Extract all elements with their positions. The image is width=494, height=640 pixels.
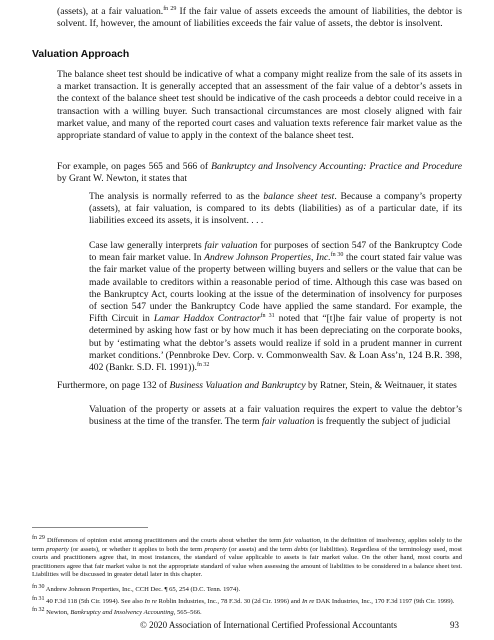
footnote-mark-31: fn 31: [32, 595, 45, 602]
fn32-text-2: , 565–566.: [173, 609, 202, 616]
case-name-lamar-haddox: Lamar Haddox Contractor: [153, 313, 261, 325]
footnote-32: [32, 606, 462, 618]
case-name-andrew-johnson: Andrew Johnson Properties, Inc.: [204, 252, 331, 264]
quote3-text-end: is frequently the subject of judicial: [314, 416, 451, 428]
fn29-term-2: property: [46, 545, 69, 553]
intro-text-end: If the fair value of assets exceeds the amount of liabilities, the debtor is solvent. If, however, the amount of liabilities exceeds the fair value of assets, the debtor is insolvent.: [57, 6, 463, 30]
block-quote-valuation: [89, 404, 462, 428]
quote3-text-start: Valuation of the property or assets at a fair valuation requires the expert to value the debtor’s business at the time of the transfer. The term: [89, 404, 462, 428]
fn29-term-4: debts: [294, 545, 309, 553]
intro-paragraph: [57, 6, 462, 30]
footnote-ref-29[interactable]: fn 29: [163, 5, 177, 12]
fn31-term-2: In re: [301, 598, 315, 605]
copyright-footer: © 2020 Association of International Certified Professional Accountants: [140, 620, 398, 630]
fn31-text-1: 40 F.3d 118 (5th Cir. 1994). See also: [44, 598, 145, 605]
fn29-text-3: (or assets), or whether it applies to both the term: [68, 545, 205, 553]
intro-text-start: (assets), at a fair valuation.: [57, 6, 164, 17]
fn29-term-1: fair valuation: [283, 537, 320, 544]
fn32-term-1: Bankruptcy and Insolvency Accounting: [70, 609, 174, 616]
book-title: Bankruptcy and Insolvency Accounting: Practice and Procedure: [211, 161, 462, 172]
para2-text-start: For example, on pages 565 and 566 of: [57, 161, 212, 172]
fn31-term-1: In re: [144, 598, 157, 605]
paragraph-ratner-intro: [57, 380, 462, 392]
book-title-2: Business Valuation and Bankruptcy: [169, 380, 306, 391]
quote2-text-3: the court stated fair value was the fair market value of the property between willing buyers and sellers or the value that can be made available to creditors within a reasonable period of time. Although this case was based on the Bankruptcy Act, courts looking at the issue of the determination of insolvency for purposes of section 547 under the Bankruptcy Code have applied the same standard. For example, the Fifth Circuit in: [89, 252, 462, 325]
para3-text-end: by Ratner, Stein, & Weitnauer, it states: [305, 380, 457, 391]
footnote-ref-31[interactable]: fn 31: [260, 313, 275, 320]
footnote-31: [32, 595, 462, 607]
fn29-text-2: , in the definition of insolvency, applies solely to the term: [32, 537, 463, 553]
fn29-term-3: property: [204, 545, 227, 553]
block-quote-case-law: [89, 240, 462, 374]
fn32-text-1: Newton,: [44, 609, 71, 616]
footnote-divider: [32, 527, 148, 528]
footnote-ref-30[interactable]: fn 30: [330, 252, 344, 259]
fn30-text: Andrew Johnson Properties, Inc., CCH Dec. ¶ 65, 254 (D.C. Tenn. 1974).: [44, 586, 241, 593]
quote2-text-4: noted that “[t]he fair value of property is not determined by asking how fast or by how much it has been depreciating on the corporate books, but by ‘estimating what the debtor’s assets would realize if sold in a prudent manner in current market conditions.’ (Pennbroke Dev. Corp. v. Commonwealth Sav. & Loan Ass’n, 124 B.R. 398, 402 (Bankr. S.D. Fl. 1991)).: [89, 313, 463, 374]
fn29-text-1: Differences of opinion exist among practitioners and the courts about whether the term: [44, 537, 284, 544]
fn31-text-3: DAK Industries, Inc., 170 F.3d 1197 (9th Cir. 1999).: [314, 598, 455, 605]
quote1-term: balance sheet test: [263, 191, 335, 202]
paragraph-newton-intro: [57, 161, 462, 185]
fn29-text-5: (or liabilities). Regardless of the terminology used, most courts and practitioners agree that, in most instances, the standard of value applicable to assets is fair market value. On the other hand, most courts and practitioners agree that fair market value is not the appropriate standard of value when assessing the amount of liabilities to be considered in a balance sheet test. Liabilities will be discussed in greater detail later in this chapter.: [32, 545, 463, 579]
footnote-mark-30: fn 30: [32, 583, 45, 590]
footnote-29: [32, 534, 463, 580]
section-heading: Valuation Approach: [32, 49, 130, 60]
quote3-term: fair valuation: [262, 416, 315, 428]
quote2-text-1: Case law generally interprets: [89, 240, 205, 251]
quote2-text-2: for purposes of section 547 of the Bankruptcy Code to mean fair market value. In: [89, 240, 463, 264]
fn29-text-4: (or assets) and the term: [226, 545, 295, 553]
block-quote-analysis: [89, 191, 462, 228]
footnote-ref-32[interactable]: fn 32: [196, 361, 210, 368]
footnote-30: [32, 583, 462, 595]
quote1-text-start: The analysis is normally referred to as the: [89, 191, 264, 202]
quote2-term: fair valuation: [204, 240, 258, 251]
page-number: 93: [450, 620, 459, 630]
footnote-mark-29: fn 29: [32, 534, 45, 541]
footnote-mark-32: fn 32: [32, 606, 45, 613]
para2-text-end: by Grant W. Newton, it states that: [57, 173, 188, 185]
para3-text-start: Furthermore, on page 132 of: [57, 380, 170, 391]
quote1-text-end: . Because a company’s property (assets), at fair valuation, is compared to its debts (liabilities) as of a particular date, if its liabilities exceed its assets, it is insolvent. . . .: [89, 191, 463, 227]
paragraph-balance-sheet: The balance sheet test should be indicative of what a company might realize from the sale of its assets in a market transaction. It is generally accepted that an assessment of the fair value of a debtor’s assets in the context of the balance sheet test should be indicative of the cash proceeds a debtor could receive in a transaction with a willing buyer. Such transactional circumstances are most closely aligned with fair market value, and many of the reported court cases and valuation texts reference fair market value as the appropriate standard of value to apply in the context of the balance sheet test.: [57, 69, 462, 142]
fn31-text-2: Roblin Industries, Inc., 78 F.3d. 30 (2d Cir. 1996) and: [156, 598, 302, 605]
